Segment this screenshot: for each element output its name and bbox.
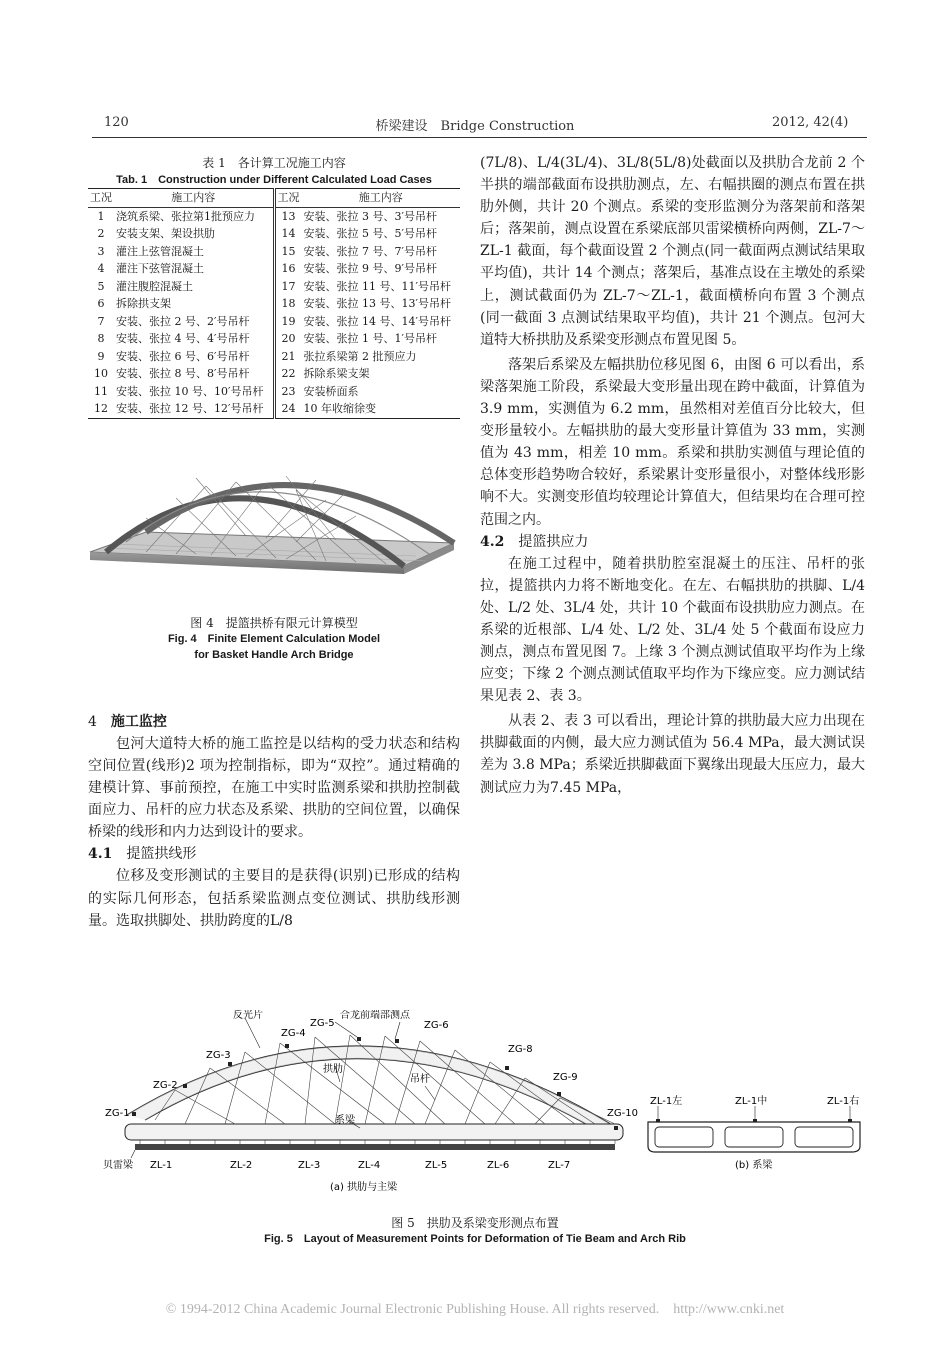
label-zg4: ZG-4 [281, 1028, 306, 1039]
case-number: 13 [281, 209, 296, 223]
deformation-points-paragraph: (7L/8)、L/4(3L/4)、3L/8(5L/8)处截面以及拱肋合龙前 2 个半拱的端部截面布设拱肋测点，左、右幅拱圈的测点布置在拱肋外侧，共计 20 个测点。系梁的变形监测分为落架前和落架后；落架前，测点设置在系梁底部贝雷梁横桥向两侧，ZL-7～ZL-1 截面，每个截面设置 2 个测点(同一截面两点测试结果取平均值)，共计 14 个测点；落架后，基准点设在主墩处的系梁上，测试截面仍为 ZL-7～ZL-1，截面横桥向布置 3 个测点(同一截面 3 点测试结果取平均值)，共计 21 个测点。包河大道特大桥拱肋及系梁变形测点布置见图 5。 [480, 155, 865, 348]
case-content: 拆除系梁支架 [303, 367, 370, 380]
case-number: 14 [281, 227, 296, 240]
section-4-paragraph: 包河大道特大桥的施工监控是以结构的受力状态和结构空间位置(线形)2 项为控制指标，即为“双控”。通过精确的建模计算、事前预控，在施工中实时监测系梁和拱肋控制截面应力、吊杆的应力状态及系梁、拱肋的空间位置，以确保桥梁的线形和内力达到设计的要求。 [88, 736, 460, 841]
table-row [88, 348, 460, 366]
case-content: 安装、张拉 11 号、11′号吊杆 [303, 279, 452, 293]
label-reflector: 反光片 [233, 1010, 263, 1021]
label-zg5: ZG-5 [310, 1018, 335, 1029]
case-content: 安装、张拉 7 号、7′号吊杆 [303, 244, 438, 258]
label-hanger: 吊杆 [410, 1074, 430, 1085]
table-row [88, 225, 460, 243]
fig4-caption-cn: 图 4 提篮拱桥有限元计算模型 [190, 616, 358, 630]
case-content: 拆除拱支架 [114, 295, 274, 313]
label-zg3: ZG-3 [206, 1050, 231, 1061]
case-content: 安装、张拉 3 号、3′号吊杆 [303, 209, 438, 223]
case-number: 11 [94, 384, 108, 398]
table-row [88, 313, 460, 331]
case-number: 15 [281, 244, 296, 258]
case-number: 16 [281, 262, 296, 275]
table-row [88, 400, 460, 418]
case-content: 安装、张拉 2 号、2′号吊杆 [114, 313, 274, 331]
case-number: 9 [97, 349, 105, 363]
case-number: 12 [88, 400, 114, 418]
subfig-b-label: (b) 系梁 [735, 1160, 773, 1171]
case-content: 安装、张拉 4 号、4′号吊杆 [114, 330, 274, 348]
case-number: 3 [97, 244, 105, 258]
table-row [88, 383, 460, 401]
section-4-2-heading: 4.2 提篮拱应力 [480, 533, 589, 550]
label-zl7: ZL-7 [548, 1160, 571, 1171]
fig5-diagram [95, 1010, 875, 1210]
case-content: 安装桥面系 [303, 384, 359, 398]
section-4-heading: 4 施工监控 [88, 714, 167, 730]
label-zg1: ZG-1 [105, 1108, 130, 1119]
table1-block [88, 155, 460, 419]
case-content: 安装、张拉 8 号、8′号吊杆 [114, 365, 274, 383]
label-zl4: ZL-4 [358, 1160, 381, 1171]
label-zl2: ZL-2 [230, 1160, 253, 1171]
case-content: 安装、张拉 13 号、13′号吊杆 [303, 297, 452, 310]
table1-title-cn: 表 1 各计算工况施工内容 [202, 156, 346, 170]
issue-info: 2012, 42(4) [772, 115, 849, 130]
section-4-left [88, 711, 460, 932]
load-case-table [88, 188, 460, 419]
case-content: 灌注腹腔混凝土 [114, 278, 274, 296]
fig5-caption-cn: 图 5 拱肋及系梁变形测点布置 [391, 1216, 559, 1230]
case-content: 安装、张拉 6 号、6′号吊杆 [114, 348, 274, 366]
label-zg8: ZG-8 [508, 1044, 533, 1055]
label-zg9: ZG-9 [553, 1072, 578, 1083]
fig4-caption-en-1: Fig. 4 Finite Element Calculation Model [167, 633, 381, 645]
col-header-case: 工况 [88, 189, 114, 208]
copyright-footer: © 1994-2012 China Academic Journal Electronic Publishing House. All rights reserved. http://www.cnki.net [165, 1302, 785, 1317]
table-row [88, 330, 460, 348]
case-number: 20 [281, 332, 296, 345]
case-content: 张拉系梁第 2 批预应力 [303, 349, 417, 363]
stress-points-paragraph: 在施工过程中，随着拱肋腔室混凝土的压注、吊杆的张拉，提篮拱内力将不断地变化。在左、右幅拱肋的拱脚、L/4 处、L/2 处、3L/4 处，共计 10 个截面布设拱肋应力测点。在系梁的近根部、L/4 处、L/2 处、3L/4 处 5 个截面布设应力测点，测点布置见图 7。上缘 3 个测点测试值取平均作为上缘应变；下缘 2 个测点测试值取平均作为下缘应变。应力测试结果见表 2、表 3。 [480, 555, 865, 705]
label-closure-points: 合龙前端部测点 [340, 1010, 410, 1021]
case-content: 安装、张拉 14 号、14′号吊杆 [303, 314, 452, 328]
case-number: 21 [281, 349, 296, 363]
header-rule [92, 137, 867, 138]
label-zl1-mid: ZL-1中 [735, 1096, 768, 1107]
fig5-caption-en: Fig. 5 Layout of Measurement Points for Deformation of Tie Beam and Arch Rib [264, 1233, 686, 1245]
subfig-a-label: (a) 拱肋与主梁 [330, 1182, 398, 1193]
case-number: 8 [97, 332, 105, 345]
fe-model-figure [86, 448, 462, 608]
table-row [88, 207, 460, 225]
case-number: 5 [97, 279, 105, 293]
journal-title: 桥梁建设 Bridge Construction [375, 119, 575, 134]
case-number: 24 [274, 400, 302, 418]
case-number: 18 [281, 297, 296, 310]
section-4-1-paragraph: 位移及变形测试的主要目的是获得(识别)已形成的结构的实际几何形态，包括系梁监测点变位测试、拱肋线形测量。选取拱脚处、拱肋跨度的L/8 [88, 868, 460, 929]
table-row [88, 295, 460, 313]
case-content: 安装、张拉 12 号、12′号吊杆 [114, 400, 274, 418]
case-number: 2 [97, 227, 105, 240]
label-zl1-left: ZL-1左 [650, 1096, 683, 1107]
case-content: 10 年收缩徐变 [302, 400, 460, 418]
case-content: 灌注上弦管混凝土 [114, 243, 274, 261]
displacement-results-paragraph: 落架后系梁及左幅拱肋位移见图 6，由图 6 可以看出，系梁落架施工阶段，系梁最大变形量出现在跨中截面，计算值为 3.9 mm，实测值为 6.2 mm，虽然相对差值百分比较大，但变形量较小。左幅拱肋的最大变形量计算值为 33 mm，实测值为 43 mm，相差 10 mm。系梁和拱肋实测值与理论值的总体变形趋势吻合较好，系梁累计变形量很小，对整体线形影响不大。实测变形值均较理论计算值大，但结果均在合理可控范围之内。 [480, 356, 865, 528]
label-zg2: ZG-2 [153, 1080, 178, 1091]
case-number: 6 [97, 297, 105, 310]
case-number: 10 [94, 367, 108, 380]
case-number: 7 [97, 314, 105, 328]
fig4-caption [88, 615, 460, 663]
label-zg10: ZG-10 [607, 1108, 638, 1119]
case-content: 安装、张拉 5 号、5′号吊杆 [303, 227, 438, 240]
col-header-content: 施工内容 [114, 189, 274, 208]
case-number: 1 [97, 209, 105, 223]
label-zl6: ZL-6 [487, 1160, 510, 1171]
table-row [88, 243, 460, 261]
case-content: 浇筑系梁、张拉第1批预应力 [114, 207, 274, 225]
col-header-case: 工况 [274, 189, 302, 208]
label-zl3: ZL-3 [298, 1160, 321, 1171]
table-row [88, 278, 460, 296]
label-zl1: ZL-1 [150, 1160, 173, 1171]
label-bailey-beam: 贝雷梁 [103, 1160, 133, 1171]
page-number: 120 [104, 115, 129, 130]
case-number: 4 [97, 262, 105, 275]
case-number: 17 [281, 279, 296, 293]
case-number: 22 [281, 367, 296, 380]
case-content: 安装、张拉 1 号、1′号吊杆 [303, 332, 438, 345]
section-4-1-heading: 4.1 提篮拱线形 [88, 846, 197, 863]
table-row [88, 260, 460, 278]
case-content: 安装、张拉 10 号、10′号吊杆 [114, 383, 274, 401]
label-zl5: ZL-5 [425, 1160, 448, 1171]
fig4-caption-en-2: for Basket Handle Arch Bridge [194, 649, 354, 661]
label-tie-beam: 系梁 [335, 1115, 355, 1126]
label-arch-rib: 拱肋 [323, 1064, 343, 1075]
case-content: 灌注下弦管混凝土 [114, 260, 274, 278]
case-content: 安装、张拉 9 号、9′号吊杆 [303, 262, 438, 275]
stress-results-paragraph: 从表 2、表 3 可以看出，理论计算的拱肋最大应力出现在拱脚截面的内侧，最大应力测试值为 56.4 MPa，最大测试误差为 3.8 MPa；系梁近拱脚截面下翼缘出现最大压应力，最大测试应力为7.45 MPa， [480, 713, 865, 796]
table1-title-en: Tab. 1 Construction under Different Calculated Load Cases [116, 174, 432, 186]
fig5-caption [0, 1215, 950, 1247]
case-number: 19 [281, 314, 296, 328]
case-number: 23 [281, 384, 296, 398]
case-content: 安装支架、架设拱肋 [114, 225, 274, 243]
table-row [88, 365, 460, 383]
right-column [480, 152, 865, 799]
label-zl1-right: ZL-1右 [827, 1096, 860, 1107]
col-header-content: 施工内容 [302, 189, 460, 208]
label-zg6: ZG-6 [424, 1020, 449, 1031]
